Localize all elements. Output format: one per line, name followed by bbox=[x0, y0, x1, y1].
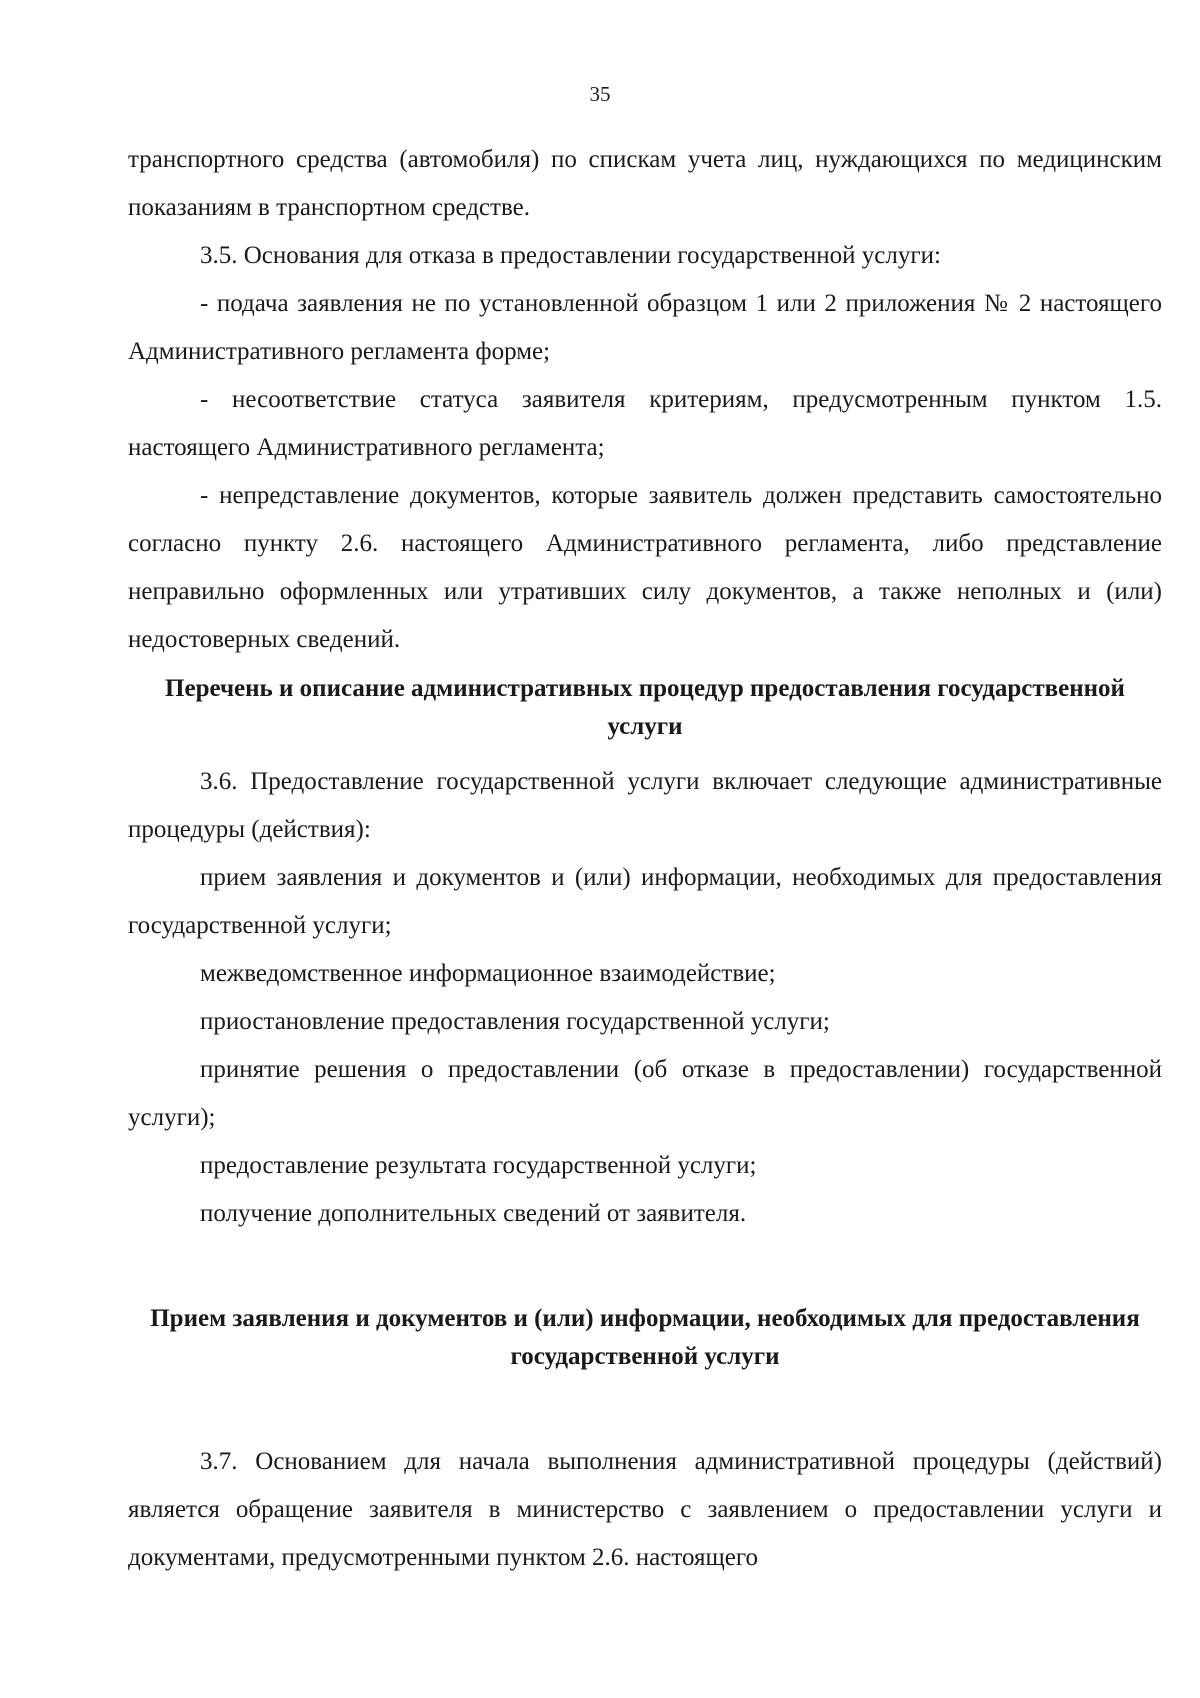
procedure-item-4: принятие решения о предоставлении (об отказе в предоставлении) государственной услуги); bbox=[128, 1056, 1162, 1131]
procedure-item-6: получение дополнительных сведений от заявителя. bbox=[200, 1200, 747, 1227]
document-body bbox=[128, 136, 1162, 1582]
paragraph-3-6: 3.6. Предоставление государственной услуги включает следующие административные процедуры (действия): bbox=[128, 768, 1162, 843]
procedure-item-2: межведомственное информационное взаимодействие; bbox=[200, 960, 776, 987]
procedure-item-5: предоставление результата государственной услуги; bbox=[200, 1152, 757, 1179]
section-heading-procedures: Перечень и описание административных процедур предоставления государственной услуги bbox=[165, 675, 1125, 740]
paragraph-continuation: транспортного средства (автомобиля) по спискам учета лиц, нуждающихся по медицинским показаниям в транспортном средстве. bbox=[128, 146, 1162, 221]
list-item-refusal-3: - непредставление документов, которые заявитель должен представить самостоятельно согласно пункту 2.6. настоящего Административного регламента, либо представление неправильно оформленных или утративших силу документов, а также неполных и (или) недостоверных сведений. bbox=[128, 482, 1162, 653]
page-number: 35 bbox=[589, 82, 611, 106]
section-heading-reception: Прием заявления и документов и (или) информации, необходимых для предоставления государственной услуги bbox=[150, 1305, 1140, 1370]
list-item-refusal-1: - подача заявления не по установленной образцом 1 или 2 приложения № 2 настоящего Административного регламента форме; bbox=[128, 290, 1162, 365]
list-item-refusal-2: - несоответствие статуса заявителя критериям, предусмотренным пунктом 1.5. настоящего Административного регламента; bbox=[128, 386, 1162, 461]
procedure-item-3: приостановление предоставления государственной услуги; bbox=[200, 1008, 830, 1035]
paragraph-3-7: 3.7. Основанием для начала выполнения административной процедуры (действий) является обращение заявителя в министерство с заявлением о предоставлении услуги и документами, предусмотренными пунктом 2.6. настоящего bbox=[128, 1448, 1162, 1571]
procedure-item-1: прием заявления и документов и (или) информации, необходимых для предоставления государственной услуги; bbox=[128, 864, 1162, 939]
paragraph-3-5: 3.5. Основания для отказа в предоставлении государственной услуги: bbox=[200, 242, 941, 269]
